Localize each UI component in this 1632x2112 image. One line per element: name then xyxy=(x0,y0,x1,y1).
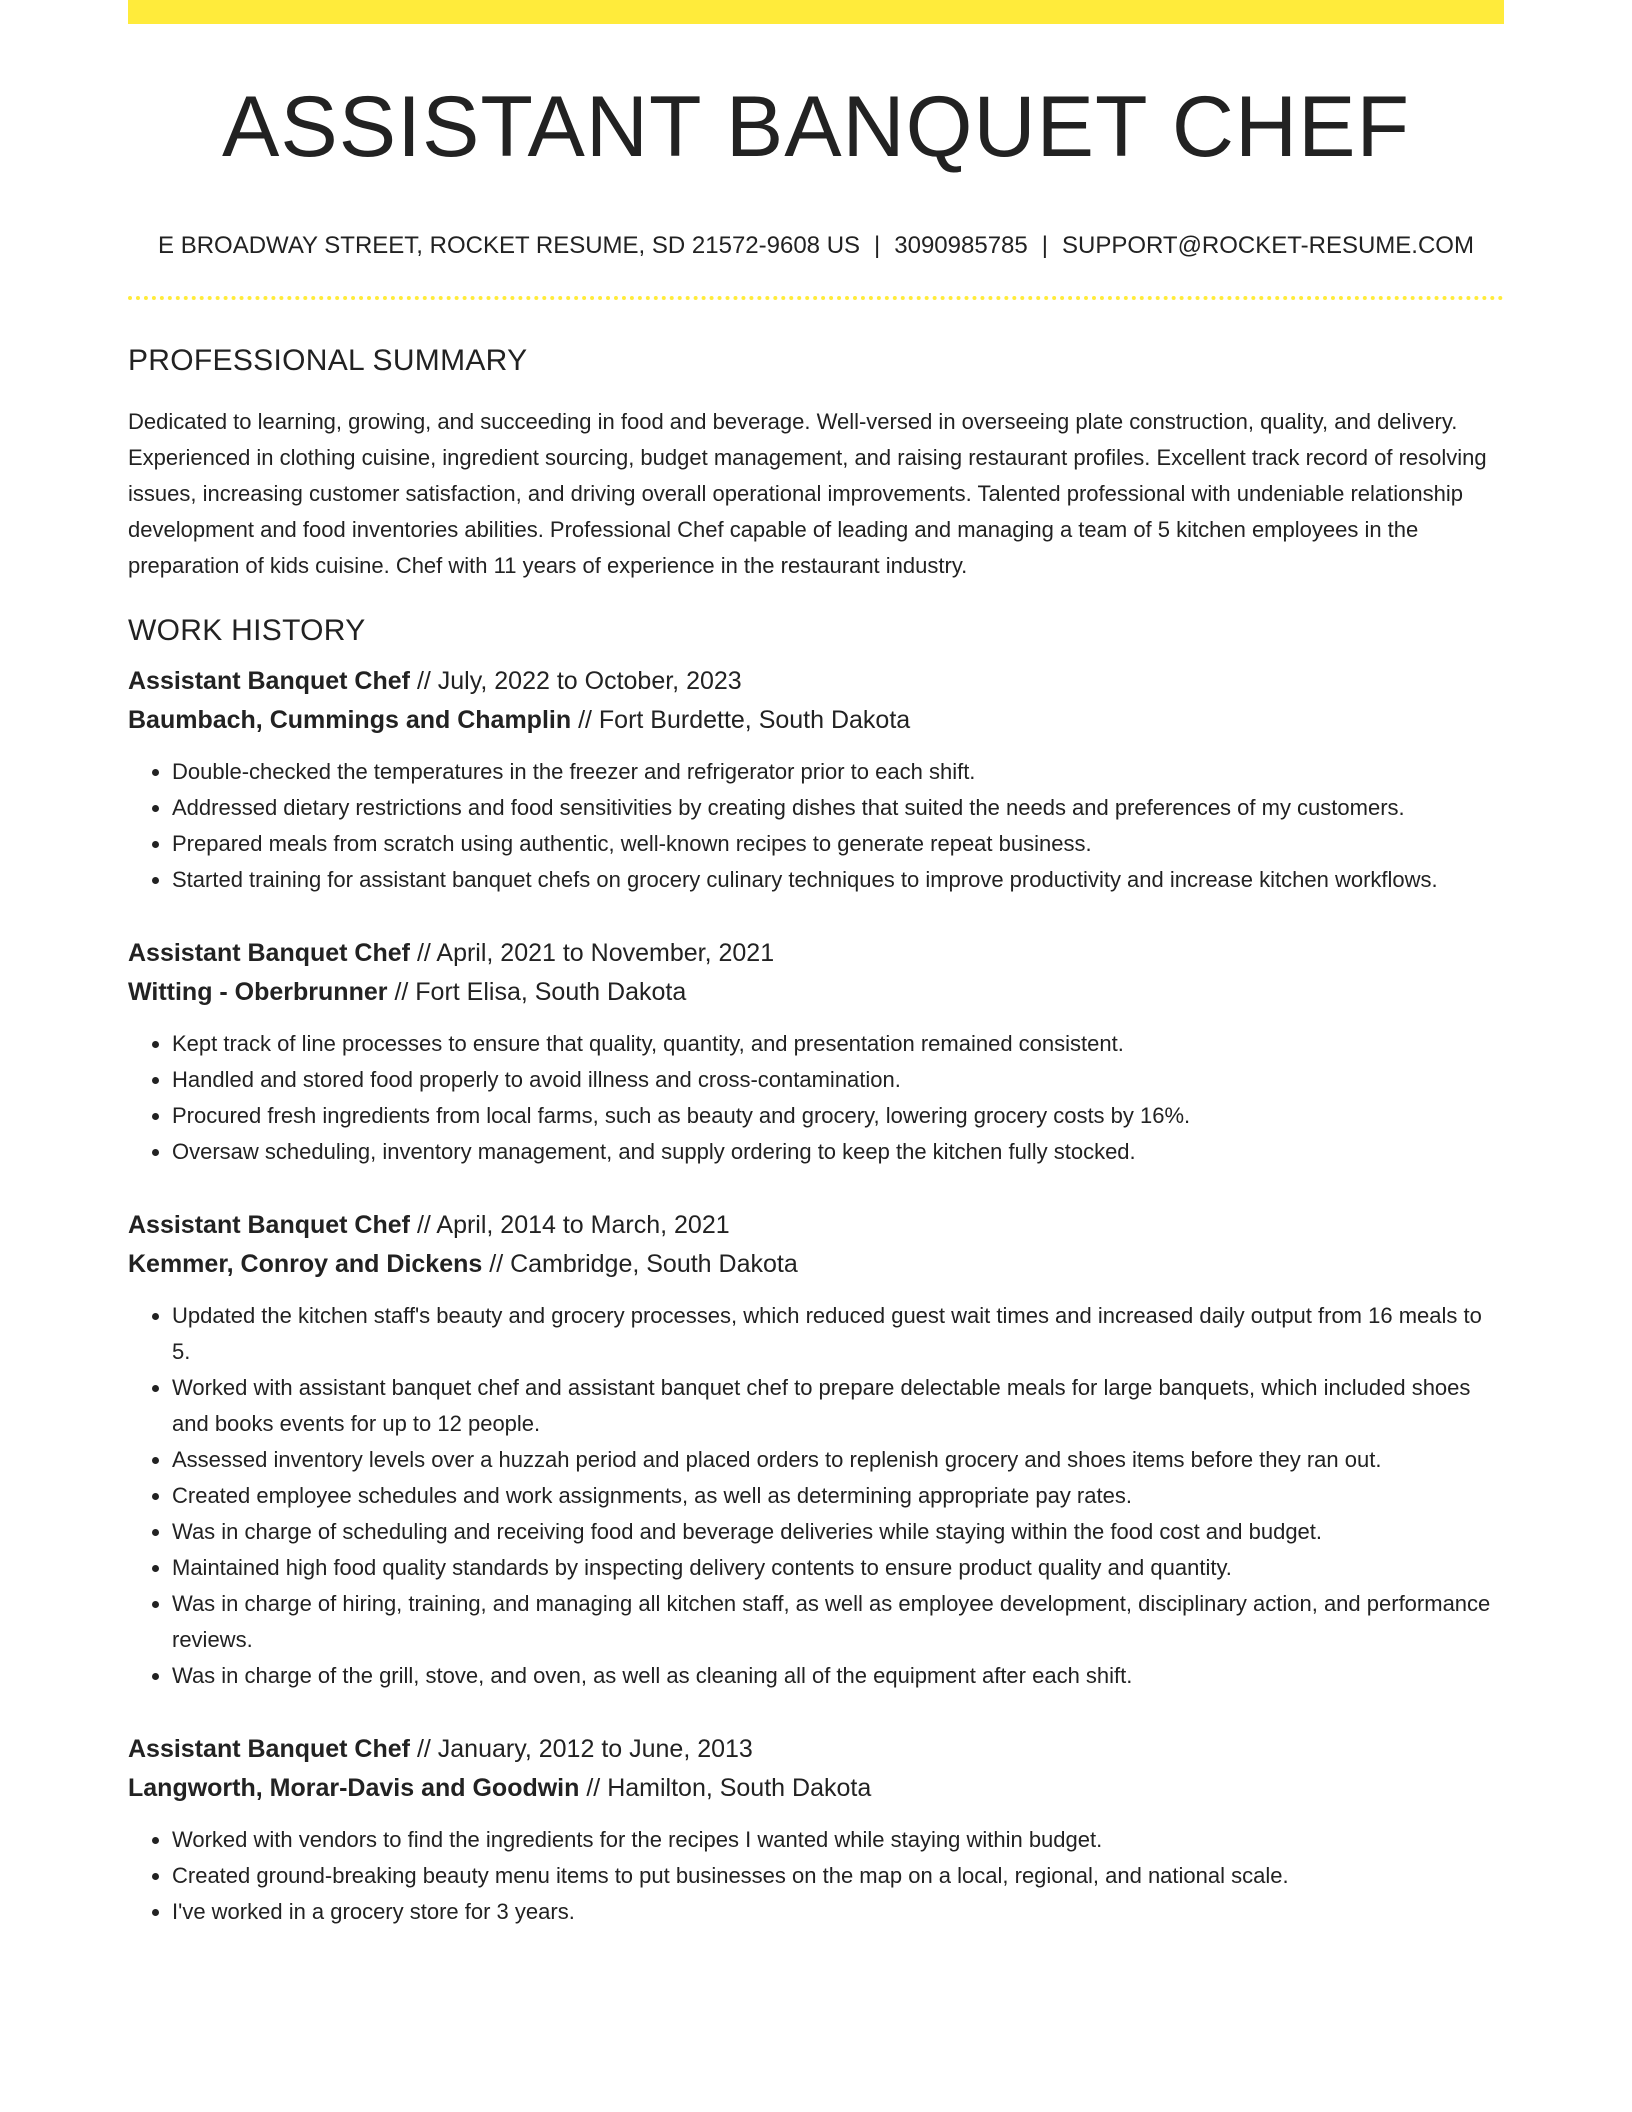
job-dates: // July, 2022 to October, 2023 xyxy=(416,667,742,695)
job-bullet: • Procured fresh ingredients from local farms, such as beauty and grocery, lowering grocery costs by 16%. xyxy=(172,1098,1504,1134)
accent-bar xyxy=(128,0,1504,24)
work-history-heading: WORK HISTORY xyxy=(128,614,366,647)
summary-heading: PROFESSIONAL SUMMARY xyxy=(128,344,528,377)
summary-text: Dedicated to learning, growing, and succeeding in food and beverage. Well-versed in overseeing plate construction, quality, and delivery. Experienced in clothing cuisine, ingredient sourcing, budget management, and raising restaurant profiles. Excellent track record of resolving issues, increasing customer satisfaction, and driving overall operational improvements. Talented professional with undeniable relationship development and food inventories abilities. Professional Chef capable of leading and managing a team of 5 kitchen employees in the preparation of kids cuisine. Chef with 11 years of experience in the restaurant industry. xyxy=(128,409,1487,578)
job-role-line xyxy=(128,1730,1504,1769)
job-bullet: • Assessed inventory levels over a huzzah period and placed orders to replenish grocery and shoes items before they ran out. xyxy=(172,1442,1504,1478)
job-bullet: • Kept track of line processes to ensure that quality, quantity, and presentation remained consistent. xyxy=(172,1026,1504,1062)
contact-phone: 3090985785 xyxy=(894,232,1028,259)
job-bullet: • Worked with vendors to find the ingredients for the recipes I wanted while staying within budget. xyxy=(172,1822,1504,1858)
job-company-line xyxy=(128,1769,1504,1808)
resume-title: ASSISTANT BANQUET CHEF xyxy=(222,79,1410,175)
job-entry xyxy=(128,662,1504,898)
job-role-line xyxy=(128,662,1504,701)
job-company-line xyxy=(128,973,1504,1012)
job-bullet: • Handled and stored food properly to avoid illness and cross-contamination. xyxy=(172,1062,1504,1098)
contact-email: SUPPORT@ROCKET-RESUME.COM xyxy=(1061,232,1474,259)
job-location: // Hamilton, South Dakota xyxy=(586,1774,872,1802)
job-company-line xyxy=(128,1245,1504,1284)
job-entry xyxy=(128,934,1504,1170)
job-entry xyxy=(128,1730,1504,1930)
job-bullet: • Maintained high food quality standards by inspecting delivery contents to ensure product quality and quantity. xyxy=(172,1550,1504,1586)
job-bullet: • Started training for assistant banquet chefs on grocery culinary techniques to improve productivity and increase kitchen workflows. xyxy=(172,862,1504,898)
job-company: Witting - Oberbrunner xyxy=(128,978,388,1006)
job-location: // Fort Elisa, South Dakota xyxy=(394,978,687,1006)
job-bullet: • Created ground-breaking beauty menu items to put businesses on the map on a local, regional, and national scale. xyxy=(172,1858,1504,1894)
job-dates: // April, 2014 to March, 2021 xyxy=(416,1211,730,1239)
job-company-line xyxy=(128,701,1504,740)
job-company: Baumbach, Cummings and Champlin xyxy=(128,706,572,734)
job-bullet: • Was in charge of the grill, stove, and oven, as well as cleaning all of the equipment after each shift. xyxy=(172,1658,1504,1694)
contact-separator: | xyxy=(874,232,881,259)
job-dates: // April, 2021 to November, 2021 xyxy=(416,939,775,967)
job-bullets xyxy=(128,1026,1504,1170)
job-bullet: • Updated the kitchen staff's beauty and grocery processes, which reduced guest wait times and increased daily output from 16 meals to 5. xyxy=(172,1298,1504,1370)
job-bullets xyxy=(128,1822,1504,1930)
job-bullet: • Addressed dietary restrictions and food sensitivities by creating dishes that suited the needs and preferences of my customers. xyxy=(172,790,1504,826)
job-bullets xyxy=(128,754,1504,898)
job-role: Assistant Banquet Chef xyxy=(128,1211,410,1239)
job-company: Langworth, Morar-Davis and Goodwin xyxy=(128,1774,580,1802)
contact-line xyxy=(128,232,1504,260)
contact-separator: | xyxy=(1041,232,1048,259)
resume-page xyxy=(128,0,1504,1930)
job-bullet: • Worked with assistant banquet chef and assistant banquet chef to prepare delectable meals for large banquets, which included shoes and books events for up to 12 people. xyxy=(172,1370,1504,1442)
job-dates: // January, 2012 to June, 2013 xyxy=(416,1735,753,1763)
contact-address: E BROADWAY STREET, ROCKET RESUME, SD 21572-9608 US xyxy=(158,232,861,259)
job-location: // Cambridge, South Dakota xyxy=(489,1250,798,1278)
job-role-line xyxy=(128,1206,1504,1245)
job-bullet: • Was in charge of hiring, training, and managing all kitchen staff, as well as employee development, disciplinary action, and performance reviews. xyxy=(172,1586,1504,1658)
dotted-divider xyxy=(128,296,1504,300)
job-bullet: • I've worked in a grocery store for 3 years. xyxy=(172,1894,1504,1930)
job-bullet: • Was in charge of scheduling and receiving food and beverage deliveries while staying within the food cost and budget. xyxy=(172,1514,1504,1550)
job-company: Kemmer, Conroy and Dickens xyxy=(128,1250,483,1278)
job-bullet: • Prepared meals from scratch using authentic, well-known recipes to generate repeat business. xyxy=(172,826,1504,862)
job-location: // Fort Burdette, South Dakota xyxy=(578,706,911,734)
job-entry xyxy=(128,1206,1504,1694)
job-role: Assistant Banquet Chef xyxy=(128,1735,410,1763)
job-bullet: • Created employee schedules and work assignments, as well as determining appropriate pay rates. xyxy=(172,1478,1504,1514)
job-role: Assistant Banquet Chef xyxy=(128,939,410,967)
job-role-line xyxy=(128,934,1504,973)
job-role: Assistant Banquet Chef xyxy=(128,667,410,695)
job-bullet: • Double-checked the temperatures in the freezer and refrigerator prior to each shift. xyxy=(172,754,1504,790)
job-bullets xyxy=(128,1298,1504,1694)
job-bullet: • Oversaw scheduling, inventory management, and supply ordering to keep the kitchen fully stocked. xyxy=(172,1134,1504,1170)
